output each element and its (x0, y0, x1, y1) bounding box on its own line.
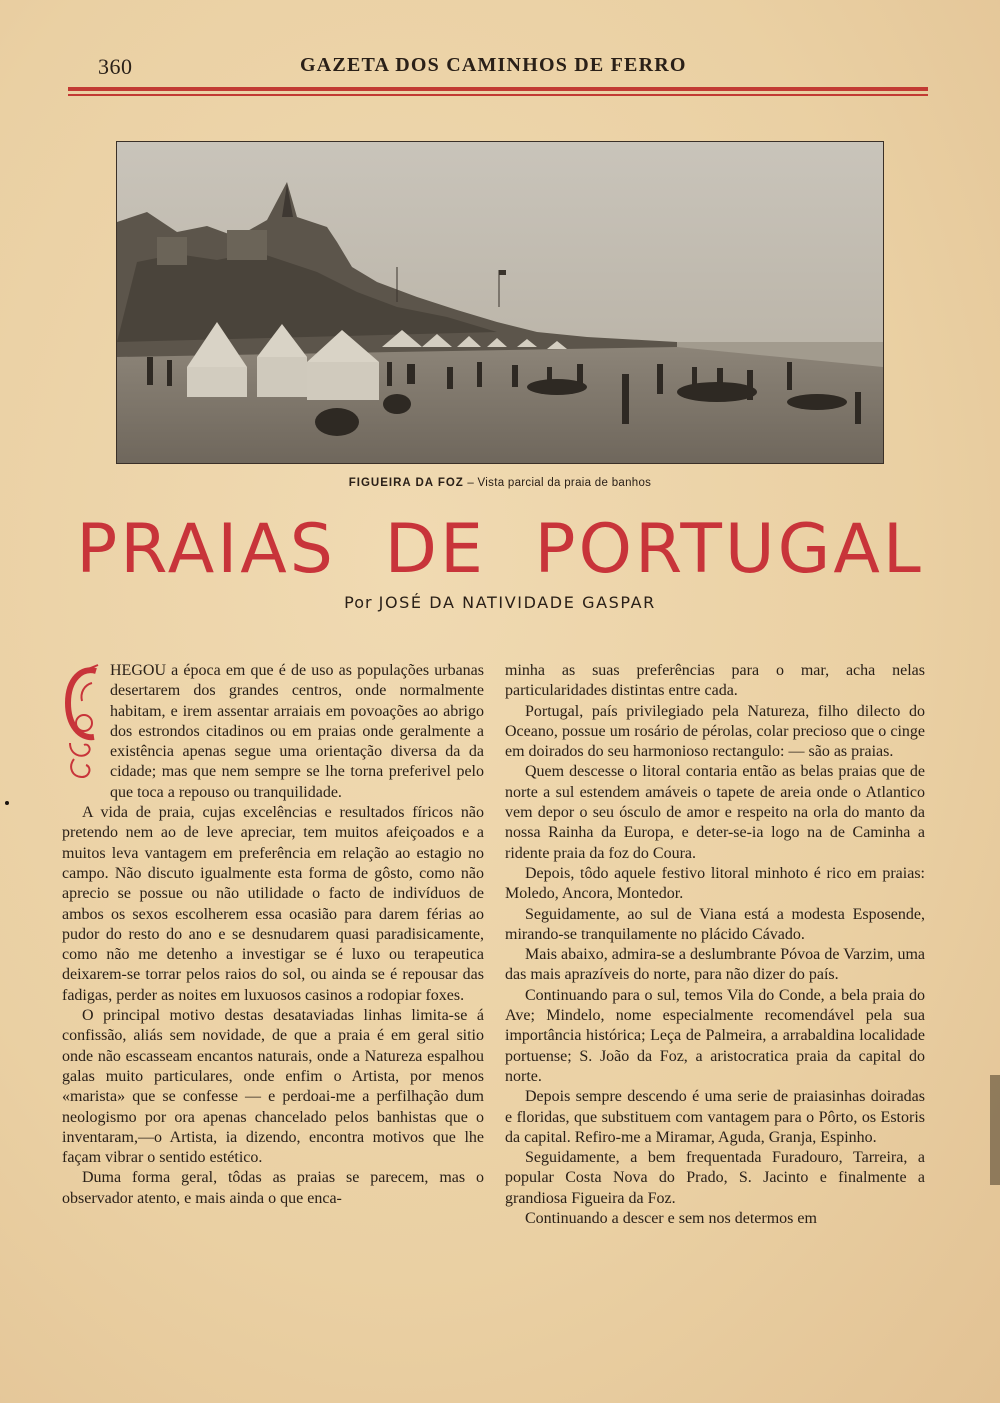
caption-text: – Vista parcial da praia de banhos (463, 477, 652, 489)
paragraph: minha as suas preferências para o mar, acha nelas particularidades distintas entre cada. (505, 662, 925, 700)
paragraph (62, 661, 484, 803)
paragraph: Mais abaixo, admira-se a deslumbrante Póvoa de Varzim, uma das mais aprazíveis do norte, para não dizer do país. (505, 946, 925, 984)
ink-speck (5, 801, 9, 805)
header-rule-thin (68, 94, 928, 96)
paragraph: Portugal, país privilegiado pela Natureza, filho dilecto do Oceano, possue um rosário de pérolas, colar precioso que o cinge em doirados do seu harmonioso rectangulo: — são as praias. (505, 702, 925, 761)
paragraph: Duma forma geral, tôdas as praias se parecem, mas o observador atento, e mais ainda o que enca- (62, 1169, 484, 1207)
paragraph: O principal motivo destas desataviadas linhas limita-se á confissão, aliás sem novidade, de que a praia é em geral sitio onde não escasseam encantos naturais, onde a Natureza espalhou galas muito particulares, onde enfim o Artista, por menos «marista» que se confesse — e perdoai-me a perfilhação dum neologismo por ora apenas chancelado pelos banhistas que o inventaram,—o Artista, ia dizendo, encontra motivos que lhe façam vibrar o sentido estético. (62, 1007, 484, 1167)
paragraph: Depois, tôdo aquele festivo litoral minhoto é rico em praias: Moledo, Ancora, Montedor. (505, 864, 925, 903)
byline-prefix: Por (344, 593, 379, 612)
paragraph: A vida de praia, cujas excelências e resultados fíricos não pretendo nem ao de leve apreciar, tem muitos afeiçoados e a muitos leva vantagem em preferência em relação ao estagio no campo. Não discuto igualmente esta forma de gôsto, como não aprecio se possue ou não utilidade o facto de indivíduos de ambos os sexos escolherem essa ocasião para darem férias ao pudor do resto do ano e se desnudarem quasi paradisicamente, como não me detenho a investigar se é luxo ou terapeutica deixarem-se torrar pelos raios do sol, ou ainda se é repousar das fadigas, perder as noites em luxuosos casinos a rodopiar foxes. (62, 804, 484, 1004)
caption-place: FIGUEIRA DA FOZ (348, 477, 464, 489)
paragraph: Seguidamente, ao sul de Viana está a modesta Esposende, mirando-se tranquilamente no plácido Cávado. (505, 905, 925, 943)
running-head: GAZETA DOS CAMINHOS DE FERRO (300, 54, 687, 76)
page-edge-shadow (990, 1075, 1000, 1185)
byline (0, 593, 1000, 612)
paragraph: Continuando para o sul, temos Vila do Conde, a bela praia do Ave; Mindelo, nome especialmente recomendável pela sua importância histórica; Leça de Palmeira, a arrabaldina localidade portuense; S. João da Foz, a aristocratica praia da capital do norte. (505, 986, 925, 1085)
header-rule (68, 87, 928, 91)
paragraph: Depois sempre descendo é uma serie de praiasinhas doiradas e floridas, que substituem com vantagem para o Pôrto, os Estoris da capital. Refiro-me a Miramar, Aguda, Granja, Espinho. (505, 1088, 925, 1146)
paragraph: Seguidamente, a bem frequentada Furadouro, Tarreira, a popular Costa Nova do Prado, S. Jacinto e finalmente a grandiosa Figueira da Foz. (505, 1149, 925, 1207)
author-name: JOSÉ DA NATIVIDADE GASPAR (378, 593, 656, 612)
paragraph-text: HEGOU a época em que é de uso as populações urbanas desertarem dos grandes centros, onde normalmente habitam, e irem assentar arraiais em povoações ao abrigo dos estrondos citadinos ou em praias onde geralmente a existência apenas segue uma orientação diversa da da cidade; mas que nem sempre se lhe torna preferivel pelo que toca a repouso ou tranquilidade. (110, 662, 484, 801)
right-column (505, 661, 925, 1229)
left-column (62, 661, 484, 1209)
beach-photo (116, 141, 884, 464)
page-number: 360 (98, 54, 133, 79)
dropcap (62, 663, 104, 783)
photo-caption (0, 477, 1000, 489)
article-title: PRAIAS DE PORTUGAL (76, 510, 924, 589)
paragraph: Continuando a descer e sem nos determos em (525, 1210, 817, 1228)
paragraph: Quem descesse o litoral contaria então as belas praias que de norte a sul estendem amáveis o tapete de areia onde o Atlantico vem depor o seu ósculo de amor e respeito na orla do manto da nossa Rainha da Europa, e deter-se-ia logo na de Caminha a ridente praia da foz do Coura. (505, 763, 925, 862)
